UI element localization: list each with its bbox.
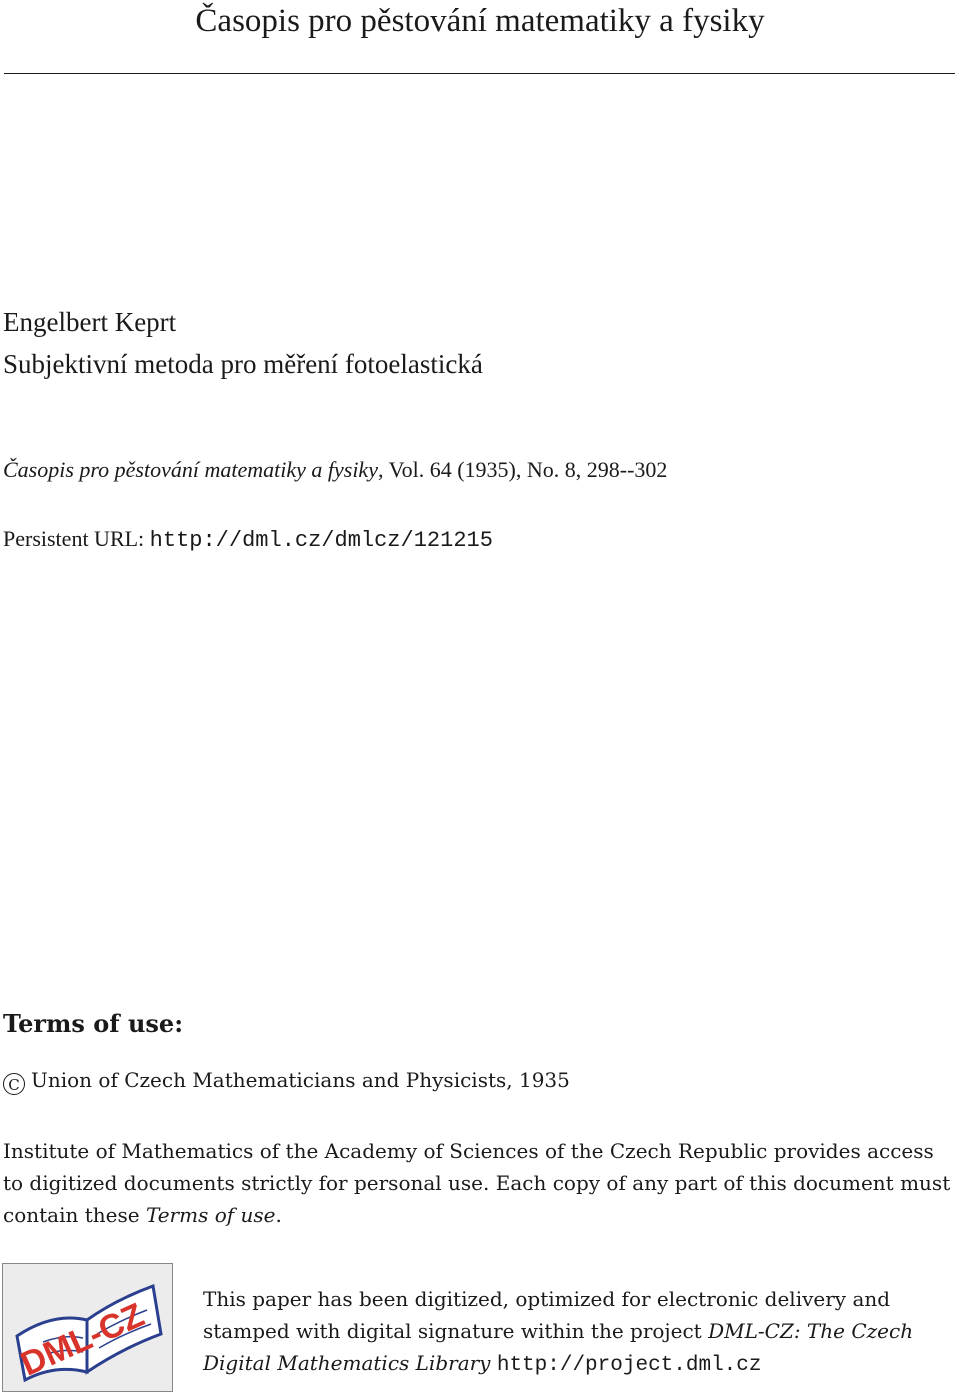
digitization-notice [203, 1283, 955, 1382]
article-title: Subjektivní metoda pro měření fotoelastická [3, 349, 483, 379]
persistent-url-link[interactable]: http://dml.cz/dmlcz/121215 [149, 528, 493, 553]
journal-title: Časopis pro pěstování matematiky a fysiky [195, 3, 765, 39]
project-url-link[interactable]: http://project.dml.cz [496, 1354, 762, 1377]
header-divider [4, 73, 955, 74]
digitization-text: This paper has been digitized, optimized for electronic delivery and stamped with digital signature within the project [203, 1287, 891, 1343]
persistent-url-line [3, 524, 493, 556]
copyright-line [3, 1065, 570, 1095]
dml-cz-logo-icon [3, 1264, 172, 1391]
citation-volume: , Vol. 64 (1935), No. 8, 298--302 [377, 457, 668, 482]
project-name: DML-CZ: The Czech Digital Mathematics Library [203, 1319, 914, 1375]
terms-body-end: . [275, 1203, 282, 1227]
persistent-url-label: Persistent URL: [3, 526, 150, 551]
dml-cz-logo-text: DML-CZ [15, 1295, 150, 1384]
terms-body-text: Institute of Mathematics of the Academy of Sciences of the Czech Republic provides access to digitized documents strictly for personal use. Each copy of any part of this document must contain these [3, 1139, 951, 1227]
copyright-text: Union of Czech Mathematicians and Physicists, 1935 [31, 1068, 570, 1092]
terms-body [3, 1135, 953, 1231]
citation-journal: Časopis pro pěstování matematiky a fysiky [3, 457, 378, 482]
copyright-icon: C [3, 1073, 25, 1095]
dml-cz-logo [2, 1263, 173, 1392]
citation [3, 455, 667, 485]
article-author: Engelbert Keprt [3, 307, 177, 337]
terms-body-italic: Terms of use [145, 1203, 276, 1227]
terms-heading: Terms of use: [3, 1009, 184, 1038]
